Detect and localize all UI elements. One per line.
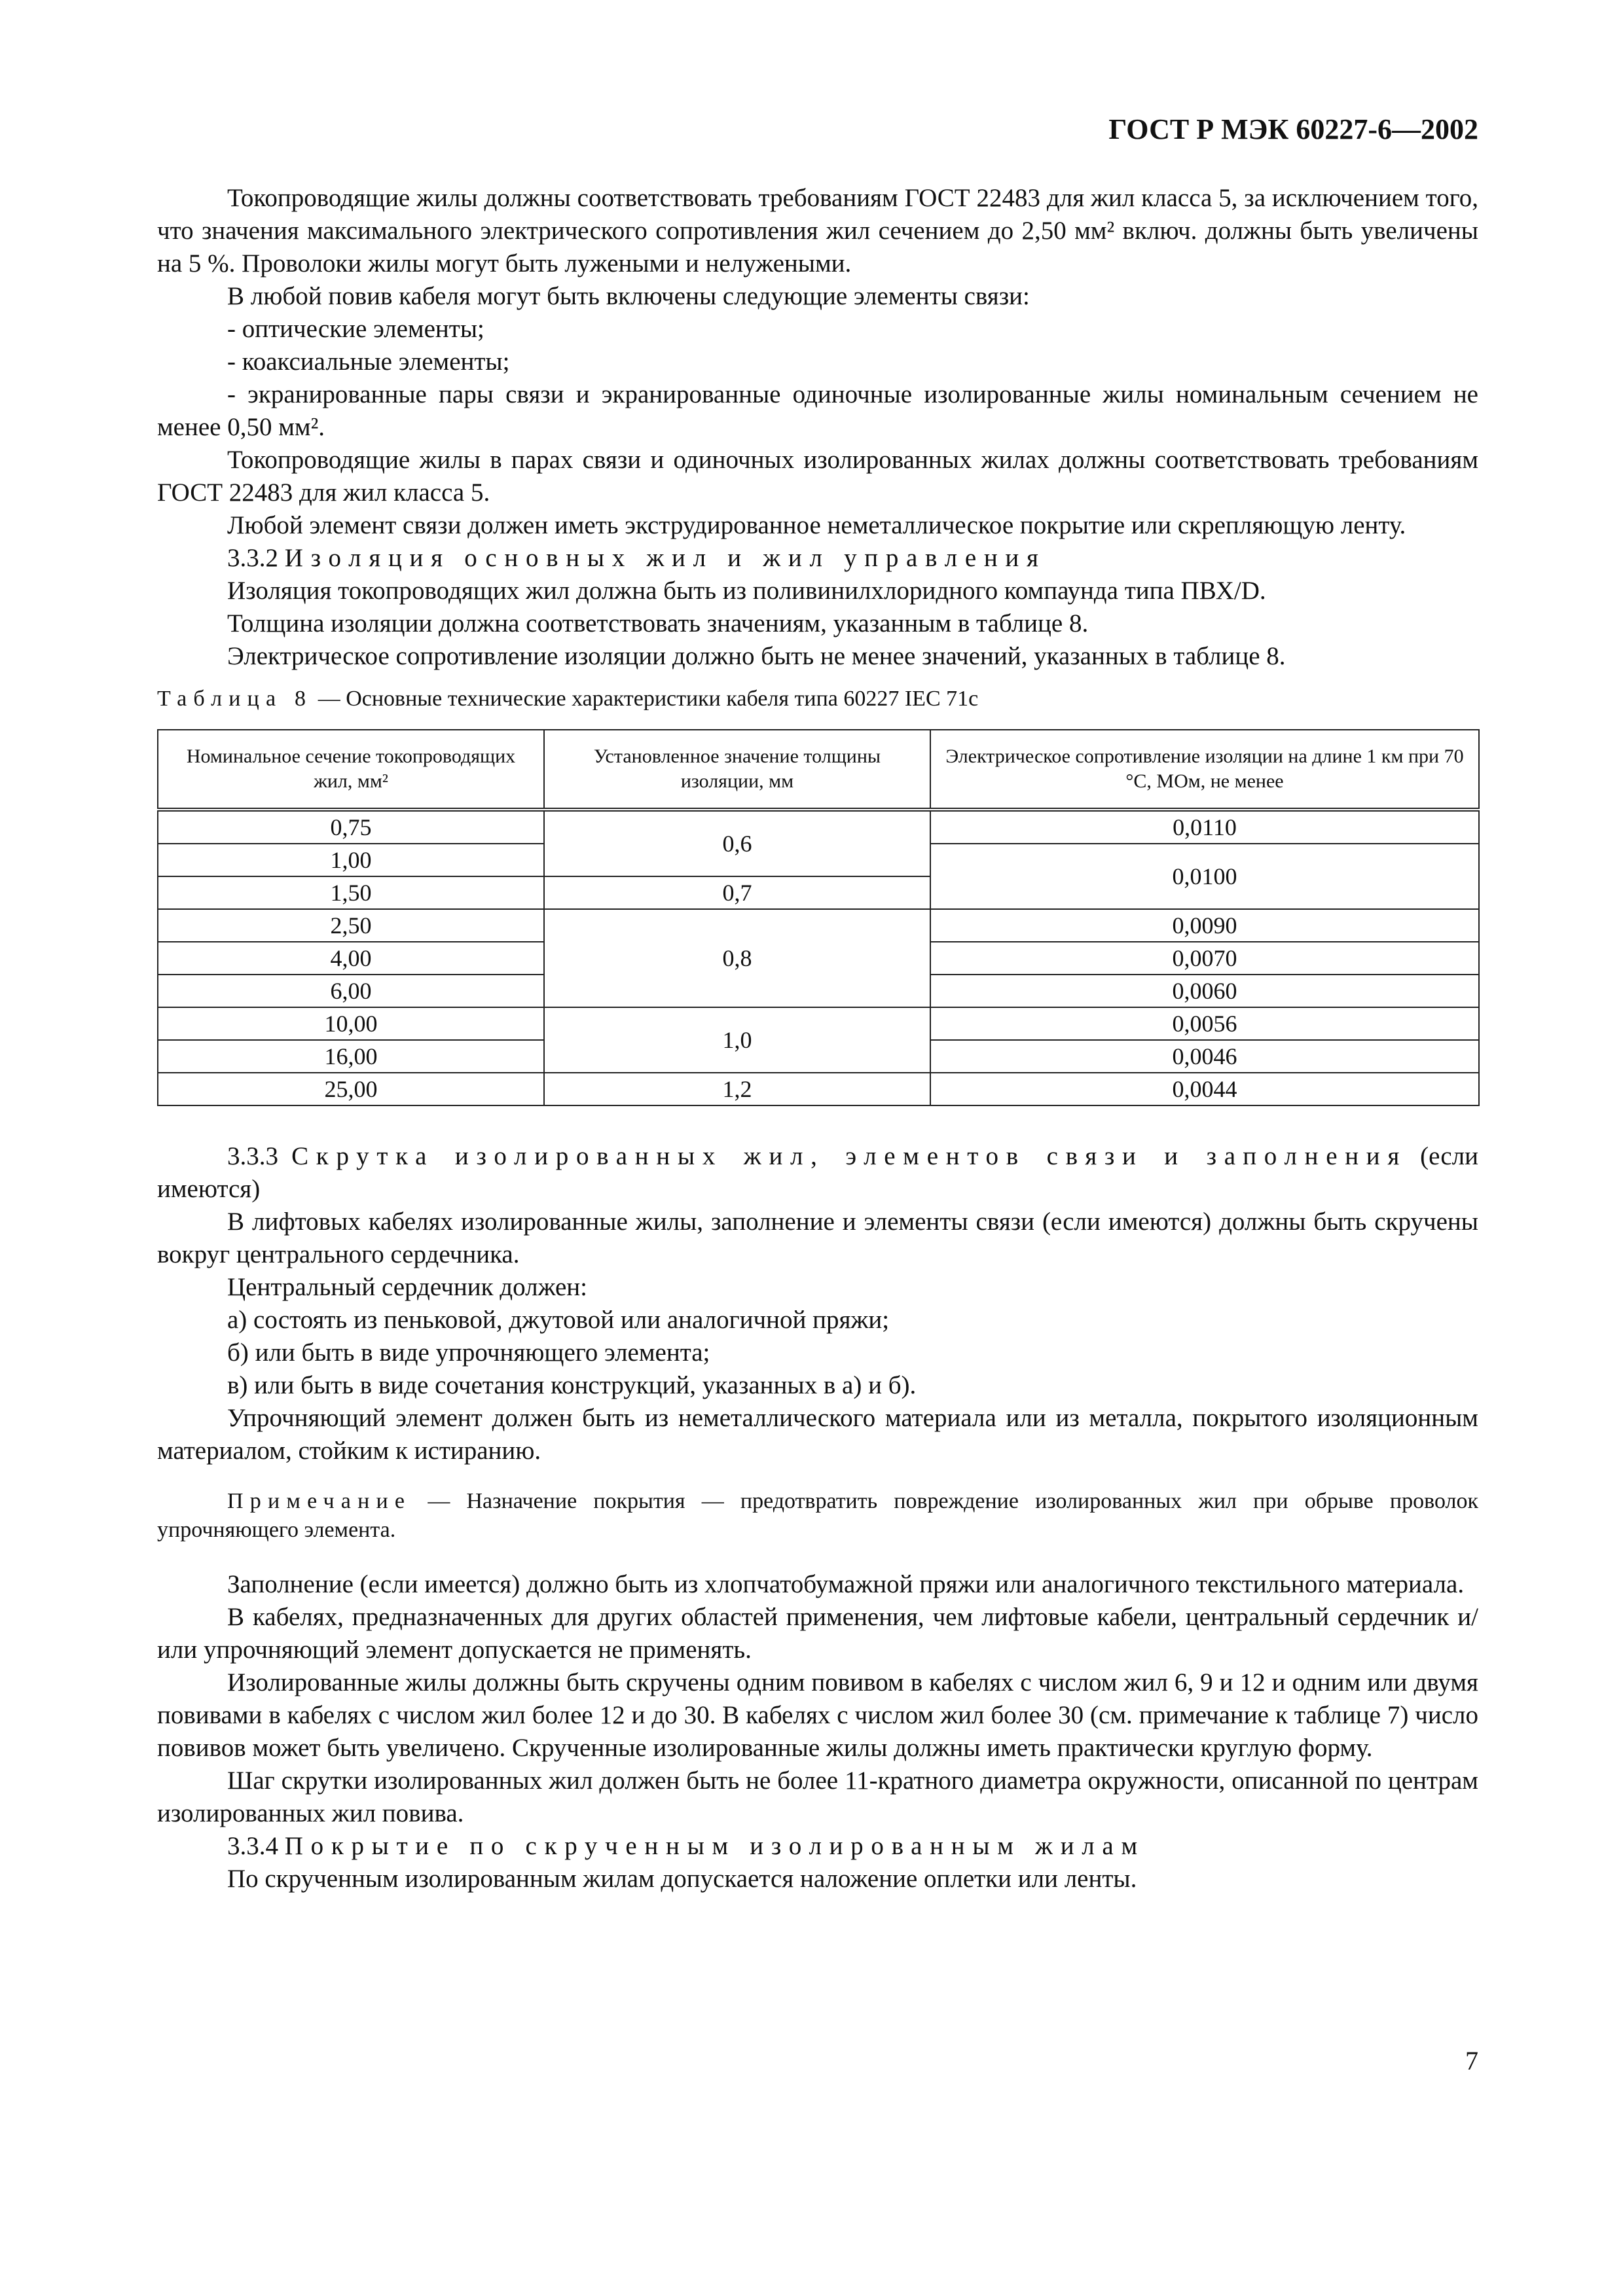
section-heading-3-3-4 xyxy=(157,1830,1478,1863)
section-number: 3.3.3 xyxy=(227,1142,278,1170)
list-item: б) или быть в виде упрочняющего элемента; xyxy=(227,1338,710,1367)
section-number: 3.3.4 xyxy=(227,1832,278,1860)
section-title-tail: (если имеются) xyxy=(157,1142,1478,1203)
table-cell: 1,0 xyxy=(544,1007,930,1073)
paragraph-braid-tape: По скрученным изолированным жилам допускается наложение оплетки или ленты. xyxy=(227,1865,1137,1893)
table-cell: 16,00 xyxy=(158,1040,544,1073)
table-cell: 1,50 xyxy=(158,876,544,909)
table-8 xyxy=(157,729,1480,1106)
table-cell: 0,0046 xyxy=(930,1040,1479,1073)
paragraph-lift-cables: В лифтовых кабелях изолированные жилы, заполнение и элементы связи (если имеются) должны быть скручены вокруг центрального сердечника. xyxy=(157,1208,1478,1268)
table-row xyxy=(158,1007,1479,1040)
table-header-row xyxy=(158,730,1479,810)
table-cell: 0,6 xyxy=(544,810,930,876)
paragraph-insulation-thickness: Толщина изоляции должна соответствовать значениям, указанным в таблице 8. xyxy=(227,609,1089,637)
section-title: Изоляция основных жил и жил управления xyxy=(284,544,1046,572)
table-cell: 10,00 xyxy=(158,1007,544,1040)
paragraph-element-covering: Любой элемент связи должен иметь экструдированное неметаллическое покрытие или скрепляющую ленту. xyxy=(227,511,1406,539)
table-cell: 0,8 xyxy=(544,909,930,1007)
table-cell: 0,0044 xyxy=(930,1073,1479,1105)
table-row xyxy=(158,810,1479,844)
page-number: 7 xyxy=(1465,2046,1478,2075)
paragraph-communication-elements: В любой повив кабеля могут быть включены следующие элементы связи: xyxy=(227,282,1030,310)
table-cell: 0,0070 xyxy=(930,942,1479,975)
paragraph-stranding-layers: Изолированные жилы должны быть скручены одним повивом в кабелях с числом жил 6, 9 и 12 и одним или двумя повивами в кабелях с числом жил более 12 и до 30. В кабелях с числом жил более 30 (см. примечание к таблице 7) число повивов может быть увеличено. Скрученные изолированные жилы должны иметь практически круглую форму. xyxy=(157,1668,1478,1762)
section-title: Покрытие по скрученным изолированным жилам xyxy=(284,1832,1145,1860)
table-cell: 0,0100 xyxy=(930,844,1479,909)
table-row xyxy=(158,909,1479,942)
note-label: Примечание xyxy=(227,1489,412,1513)
table-cell: 0,0110 xyxy=(930,810,1479,844)
section-heading-3-3-3 xyxy=(157,1140,1478,1206)
note xyxy=(157,1487,1478,1545)
paragraph-conductors: Токопроводящие жилы должны соответствовать требованиям ГОСТ 22483 для жил класса 5, за исключением того, что значения максимального электрического сопротивления жил сечением до 2,50 мм² включ. должны быть увеличены на 5 %. Проволоки жилы могут быть лужеными и нелужеными. xyxy=(157,184,1478,278)
table-cell: 4,00 xyxy=(158,942,544,975)
table-cell: 0,0090 xyxy=(930,909,1479,942)
paragraph-lay-length: Шаг скрутки изолированных жил должен быть не более 11-кратного диаметра окружности, описанной по центрам изолированных жил повива. xyxy=(157,1767,1478,1827)
column-header: Установленное значение толщины изоляции, мм xyxy=(544,730,930,810)
paragraph-filler: Заполнение (если имеется) должно быть из хлопчатобумажной пряжи или аналогичного текстильного материала. xyxy=(227,1570,1465,1598)
table-cell: 1,00 xyxy=(158,844,544,876)
paragraph-insulation-resistance: Электрическое сопротивление изоляции должно быть не менее значений, указанных в таблице 8. xyxy=(227,642,1286,670)
table-row xyxy=(158,1073,1479,1105)
table-cell: 2,50 xyxy=(158,909,544,942)
document-code: ГОСТ Р МЭК 60227-6—2002 xyxy=(1108,113,1478,145)
paragraph-central-core: Центральный сердечник должен: xyxy=(227,1273,588,1301)
section-number: 3.3.2 xyxy=(227,544,278,572)
table-caption xyxy=(157,685,1478,713)
table-cell: 0,0060 xyxy=(930,975,1479,1007)
section-title: Скрутка изолированных жил, элементов связи и заполнения xyxy=(291,1142,1408,1170)
list-item: - оптические элементы; xyxy=(227,315,484,343)
column-header: Электрическое сопротивление изоляции на длине 1 км при 70 °С, МОм, не менее xyxy=(930,730,1479,810)
note-text: — Назначение покрытия — предотвратить повреждение изолированных жил при обрыве проволок упрочняющего элемента. xyxy=(157,1489,1478,1542)
table-cell: 0,0056 xyxy=(930,1007,1479,1040)
list-item: - экранированные пары связи и экранированные одиночные изолированные жилы номинальным сечением не менее 0,50 мм². xyxy=(157,380,1478,441)
list-item: а) состоять из пеньковой, джутовой или аналогичной пряжи; xyxy=(227,1306,890,1334)
table-cell: 1,2 xyxy=(544,1073,930,1105)
paragraph-strength-element: Упрочняющий элемент должен быть из неметаллического материала или из металла, покрытого изоляционным материалом, стойким к истиранию. xyxy=(157,1404,1478,1465)
list-item: - коаксиальные элементы; xyxy=(227,348,510,376)
paragraph-insulation-material: Изоляция токопроводящих жил должна быть из поливинилхлоридного компаунда типа ПВХ/D. xyxy=(227,577,1266,605)
table-cell: 0,7 xyxy=(544,876,930,909)
table-caption-text: — Основные технические характеристики кабеля типа 60227 IEC 71c xyxy=(312,687,979,711)
paragraph-pair-conductors: Токопроводящие жилы в парах связи и одиночных изолированных жилах должны соответствовать требованиям ГОСТ 22483 для жил класса 5. xyxy=(157,446,1478,507)
paragraph-other-applications: В кабелях, предназначенных для других областей применения, чем лифтовые кабели, центральный сердечник и/или упрочняющий элемент допускается не применять. xyxy=(157,1603,1478,1664)
document-body xyxy=(157,182,1478,1895)
list-item: в) или быть в виде сочетания конструкций, указанных в а) и б). xyxy=(227,1371,917,1399)
table-label: Таблица 8 xyxy=(157,687,313,711)
column-header: Номинальное сечение токопроводящих жил, мм² xyxy=(158,730,544,810)
table-cell: 6,00 xyxy=(158,975,544,1007)
section-heading-3-3-2 xyxy=(157,542,1478,575)
table-cell: 25,00 xyxy=(158,1073,544,1105)
table-cell: 0,75 xyxy=(158,810,544,844)
